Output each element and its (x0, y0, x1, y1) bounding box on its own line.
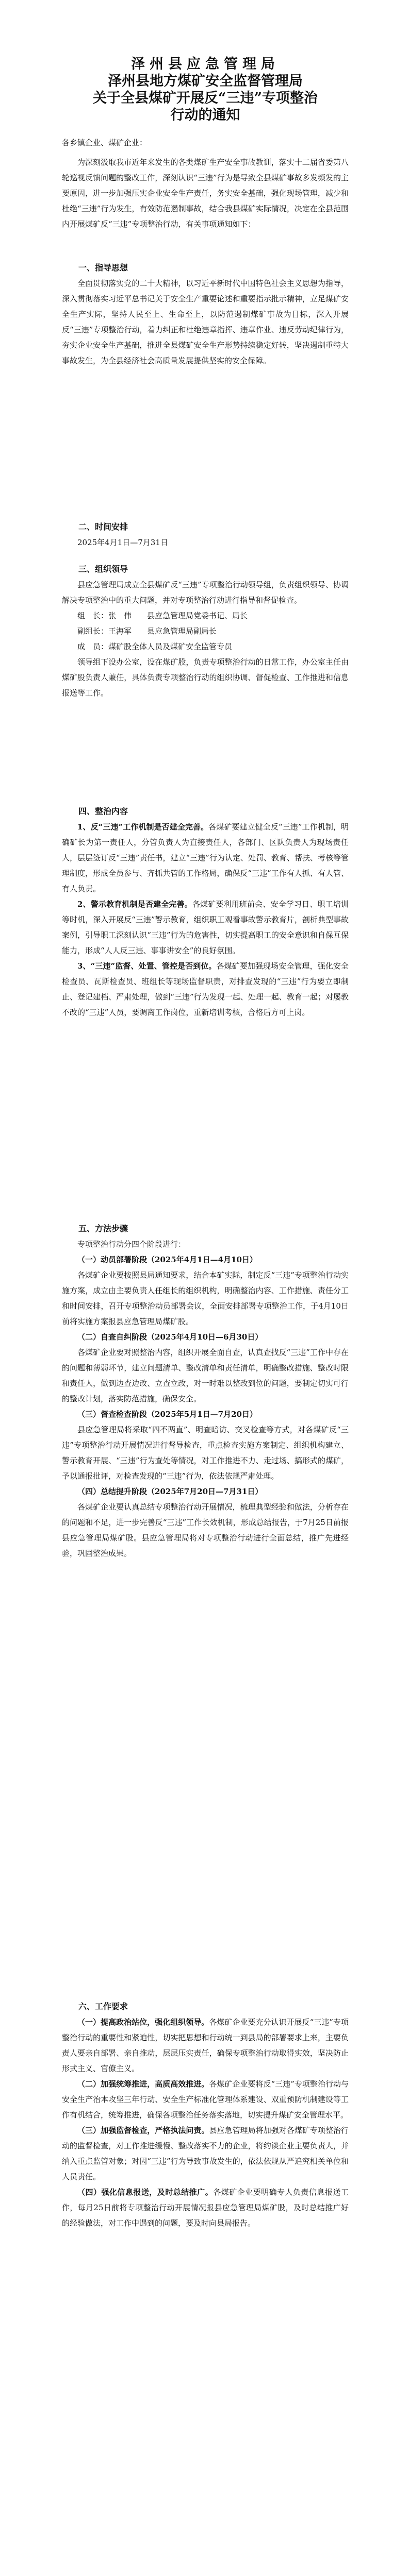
title-line-3: 关于全县煤矿开展反“三违”专项整治 (92, 90, 318, 106)
section-heading: 一、指导思想 (78, 263, 128, 273)
section-heading: 六、工作要求 (78, 2002, 128, 2011)
member-leader: 组 长：张 伟 县应急管理局党委书记、局长 (77, 611, 248, 620)
content-item-2: 2、警示教育机制是否建全完善。各煤矿要利用班前会、安全学习日、职工培训等时机，深入开展反“三违”警示教育，组织职工观看事故警示教育片，剖析典型事故案例，引导职工深刻认识“三违”行为的危害性，切实提高职工的安全意识和自保互保能力，形成“人人反三违、事事讲安全”的良好氛围。 (62, 900, 349, 955)
document-title (62, 56, 349, 124)
phase-1-title: （一）动员部署阶段（2025年4月1日—4月10日） (77, 1255, 257, 1264)
section-steps (62, 1221, 349, 1561)
title-line-4: 行动的通知 (170, 107, 240, 123)
section-body: 全面贯彻落实党的二十大精神，以习近平新时代中国特色社会主义思想为指导，深入贯彻落实习近平总书记关于安全生产重要论述和重要指示批示精神，立足煤矿安全生产实际，坚持人民至上、生命至上，以防范遏制煤矿事故为目标，深入开展反“三违”专项整治行动，着力纠正和杜绝违章指挥、违章作业、违反劳动纪律行为，夯实企业安全生产基础，推进全县煤矿安全生产形势持续稳定好转，坚决遏制重特大事故发生，为全县经济社会高质量发展提供坚实的安全保障。 (62, 279, 349, 365)
title-line-2: 泽州县地方煤矿安全监督管理局 (108, 73, 303, 89)
section-requirements (62, 1999, 349, 2231)
phase-4-title: （四）总结提升阶段（2025年7月20日—7月31日） (77, 1487, 263, 1496)
requirement-1: （一）提高政治站位，强化组织领导。各煤矿企业要充分认识开展反“三违”专项整治行动的重要性和紧迫性，切实把思想和行动统一到县局的部署要求上来，主要负责人要亲自部署、亲自推动，层层压实责任，确保专项整治行动取得实效，坚决防止形式主义、官僚主义。 (62, 2018, 349, 2073)
section-heading: 五、方法步骤 (78, 1224, 128, 1233)
phase-2-title: （二）自查自纠阶段（2025年4月10日—6月30日） (77, 1332, 263, 1342)
member-staff: 成 员：煤矿股全体人员及煤矿安全监管专员 (77, 642, 233, 651)
section-heading: 二、时间安排 (78, 522, 128, 532)
phase-3-body: 县应急管理局将采取“四不两直”、明查暗访、交叉检查等方式，对各煤矿反“三违”专项整治行动开展情况进行督导检查，重点检查实施方案制定、组织机构建立、警示教育开展、“三违”行为查处等情况，对工作推进不力、走过场、搞形式的煤矿，予以通报批评，对检查发现的“三违”行为，依法依规严肃处理。 (62, 1425, 349, 1481)
section-schedule (62, 519, 349, 550)
section-body: 2025年4月1日—7月31日 (77, 538, 168, 547)
content-item-1: 1、反“三违”工作机制是否建全完善。各煤矿要建立健全反“三违”工作机制，明确矿长为第一责任人，分管负责人为直接责任人，各部门、区队负责人为现场责任人，层层签订反“三违”责任书，建立“三违”行为认定、处罚、教育、帮扶、考核等管理制度，形成全员参与、齐抓共管的工作格局，确保反“三违”工作有人抓、有人管、有人负责。 (62, 822, 349, 893)
member-deputy: 副组长：王海军 县应急管理局副局长 (77, 626, 217, 636)
section-body-2: 领导组下设办公室，设在煤矿股，负责专项整治行动的日常工作，办公室主任由煤矿股负责人兼任，具体负责专项整治行动的组织协调、督促检查、工作推进和信息报送等工作。 (62, 657, 349, 698)
content-item-3: 3、“三违”监督、处置、管控是否到位。各煤矿要加强现场安全管理，强化安全检查员、瓦斯检查员、班组长等现场监督职责，对排查发现的“三违”行为要立即制止、登记建档、严肃处理，做到“三违”行为发现一起、处理一起、教育一起；对屡教不改的“三违”人员，要调离工作岗位，重新培训考核，合格后方可上岗。 (62, 961, 349, 1017)
phase-4-body: 各煤矿企业要认真总结专项整治行动开展情况，梳理典型经验和做法，分析存在的问题和不足，进一步完善反“三违”工作长效机制，形成总结报告，于7月25日前报县应急管理局煤矿股。县应急管理局将对专项整治行动进行全面总结，推广先进经验，巩固整治成果。 (62, 1502, 349, 1558)
phase-2-body: 各煤矿企业要对照整治内容，组织开展全面自查，认真查找反“三违”工作中存在的问题和薄弱环节，建立问题清单、整改清单和责任清单，明确整改措施、整改时限和责任人，做到边查边改、立查立改，对一时难以整改到位的问题，要制定切实可行的整改计划，落实防范措施，确保安全。 (62, 1348, 349, 1403)
section-guiding-ideology (62, 260, 349, 368)
requirement-2: （二）加强统筹推进，高质高效推进。各煤矿企业要将反“三违”专项整治行动与安全生产治本攻坚三年行动、安全生产标准化管理体系建设、双重预防机制建设等工作有机结合，统筹推进，确保各项整治任务落实落地，切实提升煤矿安全管理水平。 (62, 2079, 349, 2120)
section-intro: 专项整治行动分四个阶段进行： (77, 1240, 186, 1249)
section-body: 县应急管理局成立全县煤矿反“三违”专项整治行动领导组，负责组织领导、协调解决专项整治中的重大问题，并对专项整治行动进行指导和督促检查。 (62, 580, 349, 605)
intro-paragraph: 为深刻汲取我市近年来发生的各类煤矿生产安全事故教训，落实十二届省委第八轮巡视反馈问题的整改工作，深刻认识“三违”行为是导致全县煤矿事故多发频发的主要原因，进一步加强压实企业安全生产责任，务实安全基础，强化现场管理，减少和杜绝“三违”行为发生，有效防范遏制事故，结合我县煤矿实际情况，决定在全县范围内开展煤矿反“三违”专项整治行动，有关事项通知如下： (62, 158, 349, 229)
section-content (62, 804, 349, 1020)
recipient: 各乡镇企业、煤矿企业： (62, 138, 148, 147)
section-heading: 三、组织领导 (78, 564, 128, 574)
phase-3-title: （三）督查检查阶段（2025年5月1日—7月20日） (77, 1410, 257, 1419)
requirement-4: （四）强化信息报送，及时总结推广。各煤矿企业要明确专人负责信息报送工作，每月25日前将专项整治行动开展情况报县应急管理局煤矿股，及时总结推广好的经验做法，对工作中遇到的问题，要及时向县局报告。 (62, 2188, 349, 2228)
title-line-1: 泽州县应急管理局 (131, 56, 280, 72)
phase-1-body: 各煤矿企业要按照县局通知要求，结合本矿实际，制定反“三违”专项整治行动实施方案，成立由主要负责人任组长的组织机构，明确整治内容、工作措施、责任分工和时间安排，召开专项整治动员部署会议，全面安排部署专项整治工作，于4月10日前将实施方案报县应急管理局煤矿股。 (62, 1270, 349, 1326)
requirement-3: （三）加强监督检查，严格执法问责。县应急管理局将加强对各煤矿专项整治行动的监督检查，对工作推进缓慢、整改落实不力的企业，将约谈企业主要负责人，并纳入重点监管对象；对因“三违”行为导致事故发生的，依法依规从严追究相关单位和人员责任。 (62, 2126, 349, 2181)
section-leadership (62, 562, 349, 701)
section-heading: 四、整治内容 (78, 806, 128, 816)
